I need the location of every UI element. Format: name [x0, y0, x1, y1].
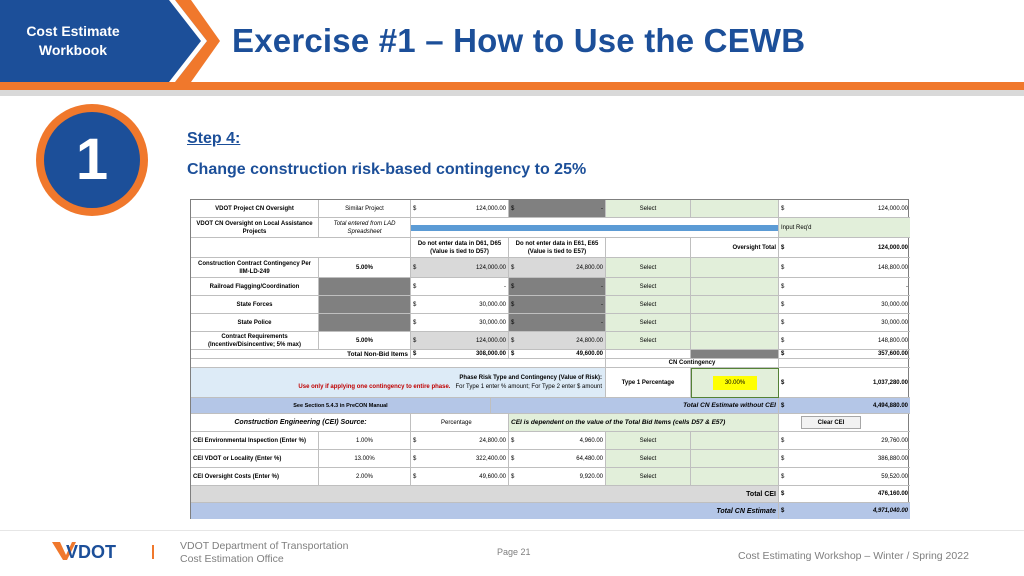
cewb-spreadsheet [190, 199, 909, 519]
footer-divider [0, 530, 1024, 531]
cell-value: 124,000.00 [421, 332, 509, 350]
empty-cell [606, 238, 691, 258]
cei-source-label: Construction Engineering (CEI) Source: [191, 414, 411, 432]
cei-percent[interactable]: 2.00% [319, 468, 411, 486]
note-e61: Do not enter data in E61, E65 (Value is tied to E57) [509, 238, 606, 258]
select-dropdown[interactable]: Select [606, 332, 691, 350]
currency-symbol: $ [779, 398, 789, 414]
empty-cell[interactable] [691, 432, 779, 450]
cell-value: 124,000.00 [421, 258, 509, 278]
cell-value[interactable]: 30,000.00 [421, 296, 509, 314]
currency-symbol: $ [779, 200, 789, 218]
cei-dependency-note: CEI is dependent on the value of the Total Bid Items (cells D57 & E57) [509, 414, 779, 432]
phase-risk-title: Phase Risk Type and Contingency (Value of Risk): [459, 374, 602, 381]
currency-symbol: $ [411, 314, 421, 332]
cell-value: - [789, 278, 910, 296]
gray-cell [319, 296, 411, 314]
currency-symbol: $ [779, 368, 789, 398]
currency-symbol: $ [509, 200, 519, 218]
page-title: Exercise #1 – How to Use the CEWB [232, 22, 806, 59]
cell-value: 386,880.00 [789, 450, 910, 468]
currency-symbol: $ [509, 314, 519, 332]
step-instruction: Change construction risk-based contingency to 25% [187, 161, 587, 178]
select-dropdown[interactable]: Select [606, 314, 691, 332]
row-label: State Forces [191, 296, 319, 314]
phase-risk-hint: For Type 1 enter % amount; For Type 2 enter $ amount [455, 383, 602, 390]
select-dropdown[interactable]: Select [606, 432, 691, 450]
footer-separator [152, 545, 154, 559]
precon-manual-note: See Section 5.4.3 in PreCON Manual [191, 398, 491, 414]
chevron-arrow-icon [150, 0, 220, 82]
select-dropdown[interactable]: Select [606, 258, 691, 278]
cell-value: 148,800.00 [789, 258, 910, 278]
cell-value: 9,920.00 [519, 468, 606, 486]
vdot-logo-text: VDOT [66, 542, 117, 562]
clear-cei-cell [779, 414, 910, 432]
cell-value: 322,400.00 [421, 450, 509, 468]
currency-symbol: $ [411, 258, 421, 278]
step-number: 1 [44, 112, 140, 208]
cell-value: 29,760.00 [789, 432, 910, 450]
currency-symbol: $ [779, 332, 789, 350]
currency-symbol: $ [411, 296, 421, 314]
currency-symbol: $ [779, 486, 789, 503]
cell-value: 24,800.00 [519, 332, 606, 350]
footer-department [180, 540, 348, 566]
gray-cell [691, 350, 779, 359]
cell-value: - [519, 278, 606, 296]
select-dropdown[interactable]: Select [606, 278, 691, 296]
currency-symbol: $ [779, 468, 789, 486]
currency-symbol: $ [509, 450, 519, 468]
risk-type-select[interactable]: Type 1 Percentage [606, 368, 691, 398]
currency-symbol: $ [509, 278, 519, 296]
empty-cell[interactable] [691, 200, 779, 218]
cn-contingency-header: CN Contingency [606, 359, 779, 368]
oversight-total-label: Oversight Total [691, 238, 779, 258]
section-label-line1: Cost Estimate [26, 23, 120, 39]
cell-value: 59,520.00 [789, 468, 910, 486]
note-d61: Do not enter data in D61, D65 (Value is tied to D57) [411, 238, 509, 258]
empty-cell[interactable] [691, 468, 779, 486]
row-label: Railroad Flagging/Coordination [191, 278, 319, 296]
vdot-logo-icon [50, 539, 130, 563]
cell-select-project[interactable]: Similar Project [319, 200, 411, 218]
currency-symbol: $ [411, 332, 421, 350]
cell-note: Total entered from LAD Spreadsheet [319, 218, 411, 238]
lad-input-bar[interactable] [411, 218, 779, 238]
row-label: VDOT CN Oversight on Local Assistance Projects [191, 218, 319, 238]
row-label: CEI Environmental Inspection (Enter %) [191, 432, 319, 450]
currency-symbol: $ [509, 432, 519, 450]
empty-cell [606, 350, 691, 359]
contract-percent[interactable]: 5.00% [319, 332, 411, 350]
phase-risk-block [191, 368, 606, 398]
currency-symbol: $ [509, 350, 519, 359]
section-label [8, 22, 138, 60]
input-required[interactable]: Input Req'd [779, 218, 910, 238]
currency-symbol: $ [411, 200, 421, 218]
row-label: VDOT Project CN Oversight [191, 200, 319, 218]
footer-dept-line2: Cost Estimation Office [180, 553, 284, 565]
empty-cell[interactable] [691, 258, 779, 278]
contingency-percent[interactable]: 5.00% [319, 258, 411, 278]
step-heading: Step 4: [187, 130, 241, 147]
cei-percent[interactable]: 1.00% [319, 432, 411, 450]
empty-cell[interactable] [691, 278, 779, 296]
cei-percent[interactable]: 13.00% [319, 450, 411, 468]
cell-value: 24,800.00 [519, 258, 606, 278]
header-orange-bar [0, 82, 1024, 90]
cell-value: 64,480.00 [519, 450, 606, 468]
cell-value: - [519, 200, 606, 218]
cell-value: 49,600.00 [519, 350, 606, 359]
currency-symbol: $ [779, 432, 789, 450]
step-badge [36, 104, 148, 216]
header-gray-bar [0, 90, 1024, 96]
cell-value: 124,000.00 [789, 200, 910, 218]
currency-symbol: $ [509, 296, 519, 314]
empty-cell [191, 359, 606, 368]
empty-cell[interactable] [691, 314, 779, 332]
cell-value: 30,000.00 [789, 314, 910, 332]
select-dropdown[interactable]: Select [606, 296, 691, 314]
footer-dept-line1: VDOT Department of Transportation [180, 540, 349, 552]
select-dropdown[interactable]: Select [606, 468, 691, 486]
cell-value: 308,000.00 [421, 350, 509, 359]
row-label: Contract Requirements (Incentive/Disincentive; 5% max) [191, 332, 319, 350]
oversight-total-value: 124,000.00 [789, 238, 910, 258]
cn-contingency-value: 1,037,280.00 [789, 368, 910, 398]
clear-cei-button[interactable]: Clear CEI [801, 416, 861, 429]
input-bar-fill [411, 225, 778, 231]
cei-source-select[interactable]: Percentage [411, 414, 509, 432]
cell-value[interactable]: 30,000.00 [421, 314, 509, 332]
footer-workshop: Cost Estimating Workshop – Winter / Spring 2022 [738, 550, 969, 562]
cell-value: 4,960.00 [519, 432, 606, 450]
cell-value: 357,600.00 [789, 350, 910, 359]
currency-symbol: $ [779, 450, 789, 468]
currency-symbol: $ [411, 278, 421, 296]
currency-symbol: $ [779, 350, 789, 359]
section-label-line2: Workbook [38, 42, 108, 58]
empty-cell[interactable] [691, 296, 779, 314]
currency-symbol: $ [779, 278, 789, 296]
currency-symbol: $ [509, 468, 519, 486]
total-cei-label: Total CEI [191, 486, 779, 503]
currency-symbol: $ [411, 468, 421, 486]
contingency-value[interactable]: 30.00% [713, 376, 757, 390]
total-cn-without-cei-label: Total CN Estimate without CEI [491, 398, 779, 414]
cell-value: 30,000.00 [789, 296, 910, 314]
currency-symbol: $ [779, 503, 789, 519]
empty-cell [191, 238, 411, 258]
empty-cell [779, 359, 910, 368]
currency-symbol: $ [411, 450, 421, 468]
total-cn-estimate-value: 4,971,040.00 [789, 503, 910, 519]
row-label: Construction Contract Contingency Per IIM-LD-249 [191, 258, 319, 278]
cell-value: 148,800.00 [789, 332, 910, 350]
contingency-value-cell[interactable] [691, 368, 779, 398]
select-dropdown[interactable]: Select [606, 200, 691, 218]
row-label: State Police [191, 314, 319, 332]
gray-cell [319, 314, 411, 332]
row-label: CEI Oversight Costs (Enter %) [191, 468, 319, 486]
total-cn-without-cei-value: 4,494,880.00 [789, 398, 910, 414]
cell-value: 24,800.00 [421, 432, 509, 450]
cell-value: 49,600.00 [421, 468, 509, 486]
empty-cell[interactable] [691, 332, 779, 350]
total-cn-estimate-label: Total CN Estimate [191, 503, 779, 519]
cell-value: - [519, 314, 606, 332]
currency-symbol: $ [779, 258, 789, 278]
currency-symbol: $ [509, 258, 519, 278]
currency-symbol: $ [411, 432, 421, 450]
non-bid-total-label: Total Non-Bid Items [191, 350, 411, 359]
cell-value[interactable]: 124,000.00 [421, 200, 509, 218]
currency-symbol: $ [509, 332, 519, 350]
row-label: CEI VDOT or Locality (Enter %) [191, 450, 319, 468]
currency-symbol: $ [779, 238, 789, 258]
select-dropdown[interactable]: Select [606, 450, 691, 468]
cell-value[interactable]: - [421, 278, 509, 296]
empty-cell[interactable] [691, 450, 779, 468]
phase-risk-warning: Use only if applying one contingency to entire phase. [298, 383, 451, 390]
total-cei-value: 476,160.00 [789, 486, 910, 503]
currency-symbol: $ [779, 314, 789, 332]
page-number: Page 21 [497, 547, 531, 557]
gray-cell [319, 278, 411, 296]
currency-symbol: $ [411, 350, 421, 359]
cell-value: - [519, 296, 606, 314]
currency-symbol: $ [779, 296, 789, 314]
